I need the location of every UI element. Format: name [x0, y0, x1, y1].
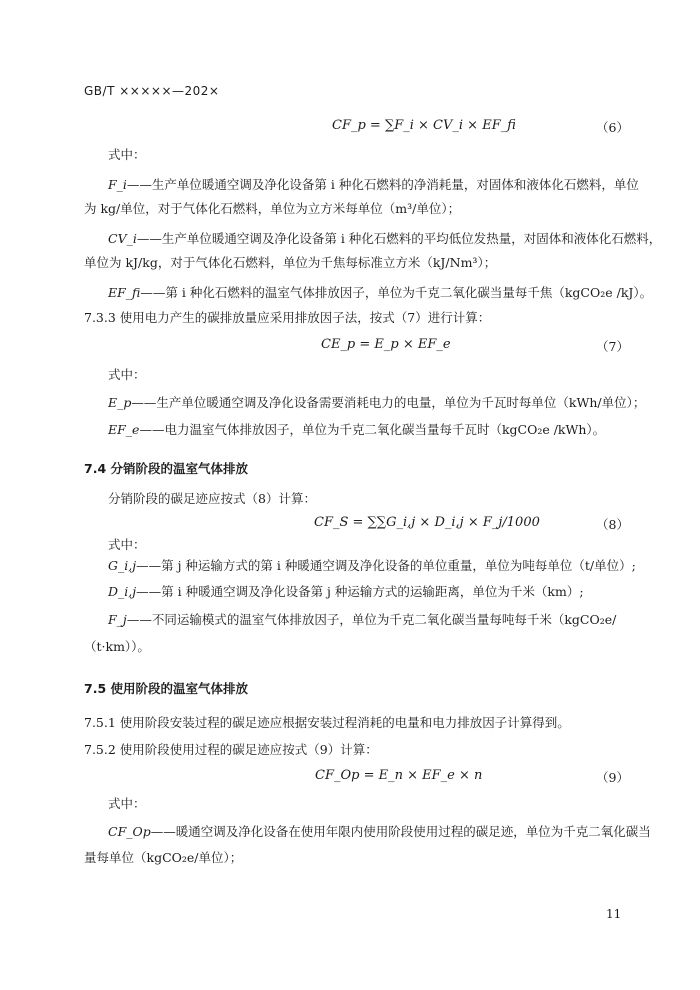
equation-6-number: （6） — [596, 120, 629, 135]
definition-Ep — [108, 394, 645, 412]
variable-symbol: CV_i — [108, 231, 137, 246]
definition-CVi — [108, 230, 661, 248]
equation-7: CE_p = E_p × EF_e — [321, 337, 451, 352]
where-label: 式中： — [108, 367, 146, 382]
variable-symbol: EF_e — [108, 422, 140, 437]
variable-symbol: G_i,j — [108, 558, 137, 573]
definition-Fj-continued: （t·km））。 — [84, 639, 150, 654]
definition-EFfi — [108, 284, 652, 302]
section-intro-7-4: 分销阶段的碳足迹应按式（8）计算： — [108, 491, 316, 506]
definition-Dij — [108, 583, 584, 601]
definition-text: ——生产单位暖通空调及净化设备第 i 种化石燃料的平均低位发热量，对固体和液体化石燃料， — [136, 231, 662, 246]
definition-CVi-continued: 单位为 kJ/kg，对于气体化石燃料，单位为千焦每标准立方米（kJ/Nm³）； — [84, 255, 497, 270]
definition-Fi — [108, 176, 639, 194]
where-label: 式中： — [108, 147, 146, 162]
standard-header: GB/T ×××××—202× — [84, 84, 220, 98]
definition-text: ——第 j 种运输方式的第 i 种暖通空调及净化设备的单位重量，单位为吨每单位（t/单位）; — [136, 558, 636, 573]
section-heading-7-4: 7.4 分销阶段的温室气体排放 — [84, 461, 248, 476]
equation-9-number: （9） — [596, 770, 629, 785]
definition-text: ——不同运输模式的温室气体排放因子，单位为千克二氧化碳当量每吨每千米（kgCO₂e/ — [126, 612, 617, 627]
variable-symbol: D_i,j — [108, 584, 137, 599]
where-label: 式中： — [108, 537, 146, 552]
clause-7-3-3: 7.3.3 使用电力产生的碳排放量应采用排放因子法，按式（7）进行计算： — [84, 310, 491, 325]
definition-EFe — [108, 421, 605, 439]
page-number: 11 — [606, 907, 622, 921]
variable-symbol: E_p — [108, 395, 132, 410]
equation-8-number: （8） — [596, 517, 629, 532]
definition-text: ——生产单位暖通空调及净化设备需要消耗电力的电量，单位为千瓦时每单位（kWh/单位）； — [131, 395, 646, 410]
equation-7-number: （7） — [596, 339, 629, 354]
definition-text: ——电力温室气体排放因子，单位为千克二氧化碳当量每千瓦时（kgCO₂e /kWh）。 — [139, 422, 606, 437]
definition-CFop-continued: 量每单位（kgCO₂e/单位）； — [84, 850, 243, 865]
equation-6: CF_p = ∑F_i × CV_i × EF_fi — [332, 118, 516, 133]
definition-text: ——生产单位暖通空调及净化设备第 i 种化石燃料的净消耗量，对固体和液体化石燃料，单位 — [126, 177, 639, 192]
equation-8: CF_S = ∑∑G_i,j × D_i,j × F_j/1000 — [314, 515, 540, 530]
definition-Gij — [108, 557, 636, 575]
definition-CFop — [108, 823, 651, 841]
clause-7-5-2: 7.5.2 使用阶段使用过程的碳足迹应按式（9）计算： — [84, 742, 378, 757]
section-heading-7-5: 7.5 使用阶段的温室气体排放 — [84, 681, 248, 696]
definition-text: ——暖通空调及净化设备在使用年限内使用阶段使用过程的碳足迹，单位为千克二氧化碳当 — [150, 824, 651, 839]
definition-text: ——第 i 种暖通空调及净化设备第 j 种运输方式的运输距离，单位为千米（km）; — [136, 584, 584, 599]
variable-symbol: CF_Op — [108, 824, 151, 839]
variable-symbol: F_j — [108, 612, 127, 627]
variable-symbol: EF_fi — [108, 285, 141, 300]
clause-7-5-1: 7.5.1 使用阶段安装过程的碳足迹应根据安装过程消耗的电量和电力排放因子计算得到。 — [84, 715, 570, 730]
definition-text: ——第 i 种化石燃料的温室气体排放因子，单位为千克二氧化碳当量每千焦（kgCO₂e /kJ）。 — [140, 285, 653, 300]
where-label: 式中： — [108, 796, 146, 811]
equation-9: CF_Op = E_n × EF_e × n — [315, 768, 483, 783]
definition-Fj — [108, 611, 616, 629]
variable-symbol: F_i — [108, 177, 127, 192]
definition-Fi-continued: 为 kg/单位，对于气体化石燃料，单位为立方米每单位（m³/单位）； — [84, 201, 461, 216]
